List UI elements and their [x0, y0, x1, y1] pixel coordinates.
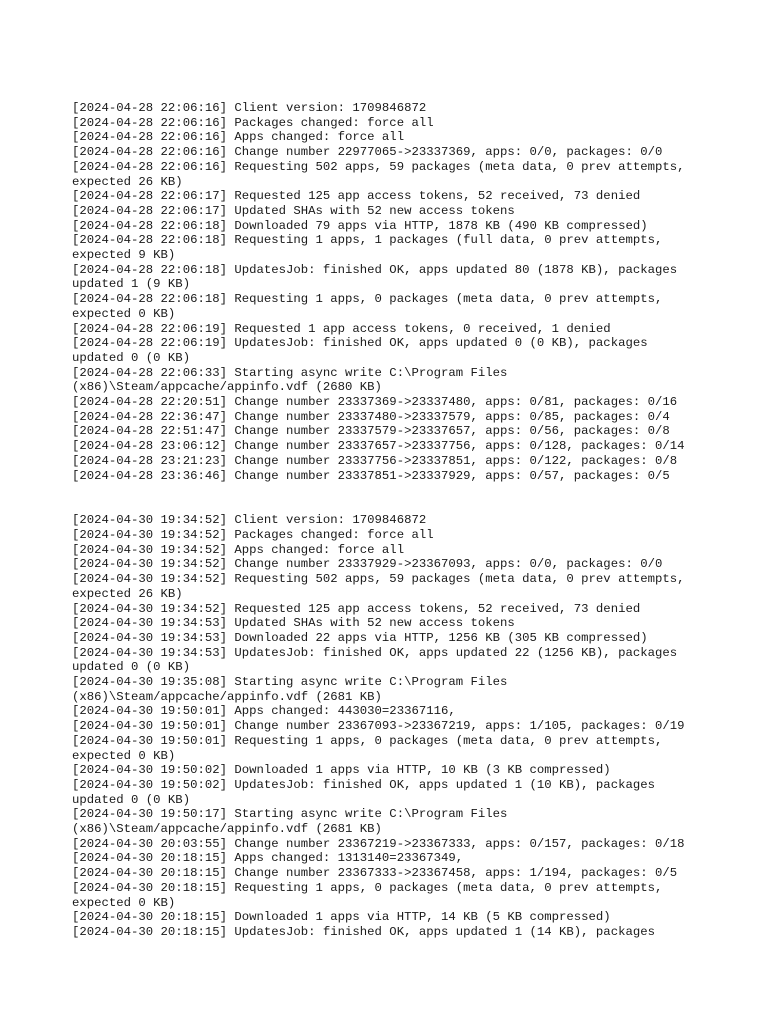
- log-line: [2024-04-30 19:34:53] Downloaded 22 apps via HTTP, 1256 KB (305 KB compressed): [72, 630, 648, 645]
- log-line: [2024-04-30 19:50:01] Change number 23367093->23367219, apps: 1/105, packages: 0/19: [72, 719, 685, 734]
- log-line: [2024-04-28 22:06:16] Change number 22977065->23337369, apps: 0/0, packages: 0/0: [72, 145, 663, 160]
- log-line: expected 26 KB): [72, 174, 183, 189]
- log-line: [2024-04-28 22:51:47] Change number 23337579->23337657, apps: 0/56, packages: 0/8: [72, 424, 670, 439]
- log-line: [2024-04-28 23:06:12] Change number 23337657->23337756, apps: 0/128, packages: 0/14: [72, 439, 685, 454]
- log-line: [2024-04-30 19:34:53] UpdatesJob: finished OK, apps updated 22 (1256 KB), packages: [72, 645, 678, 660]
- log-line: updated 0 (0 KB): [72, 660, 191, 675]
- log-block-2: [72, 513, 712, 939]
- log-line: [2024-04-30 19:34:53] Updated SHAs with 52 new access tokens: [72, 616, 515, 631]
- log-line: [2024-04-30 19:50:01] Requesting 1 apps, 0 packages (meta data, 0 prev attempts,: [72, 733, 663, 748]
- log-line: [2024-04-30 19:34:52] Apps changed: force all: [72, 542, 405, 557]
- log-line: expected 0 KB): [72, 748, 176, 763]
- log-line: [2024-04-30 19:50:17] Starting async write C:\Program Files: [72, 807, 508, 822]
- log-line: [2024-04-28 22:06:18] Requesting 1 apps, 0 packages (meta data, 0 prev attempts,: [72, 292, 663, 307]
- log-line: [2024-04-28 22:06:18] Requesting 1 apps, 1 packages (full data, 0 prev attempts,: [72, 233, 663, 248]
- log-line: [2024-04-30 20:18:15] Downloaded 1 apps via HTTP, 14 KB (5 KB compressed): [72, 910, 611, 925]
- log-line: (x86)\Steam/appcache/appinfo.vdf (2681 KB): [72, 689, 382, 704]
- log-line: [2024-04-30 19:50:02] Downloaded 1 apps via HTTP, 10 KB (3 KB compressed): [72, 763, 611, 778]
- log-document: [72, 101, 712, 940]
- log-line: [2024-04-30 20:18:15] UpdatesJob: finished OK, apps updated 1 (14 KB), packages: [72, 924, 655, 939]
- log-line: (x86)\Steam/appcache/appinfo.vdf (2681 KB): [72, 822, 382, 837]
- log-line: [2024-04-28 22:06:18] UpdatesJob: finished OK, apps updated 80 (1878 KB), packages: [72, 262, 678, 277]
- log-line: [2024-04-28 22:20:51] Change number 23337369->23337480, apps: 0/81, packages: 0/16: [72, 395, 678, 410]
- log-line: [2024-04-28 22:06:19] UpdatesJob: finished OK, apps updated 0 (0 KB), packages: [72, 336, 648, 351]
- log-line: [2024-04-30 19:34:52] Client version: 1709846872: [72, 513, 427, 528]
- log-line: [2024-04-28 23:36:46] Change number 23337851->23337929, apps: 0/57, packages: 0/5: [72, 468, 670, 483]
- log-line: [2024-04-30 19:34:52] Change number 23337929->23367093, apps: 0/0, packages: 0/0: [72, 557, 663, 572]
- log-line: updated 0 (0 KB): [72, 350, 191, 365]
- log-line: [2024-04-28 22:06:17] Requested 125 app access tokens, 52 received, 73 denied: [72, 189, 641, 204]
- log-line: [2024-04-28 22:06:16] Packages changed: force all: [72, 115, 434, 130]
- log-line: [2024-04-30 20:18:15] Change number 23367333->23367458, apps: 1/194, packages: 0/5: [72, 866, 678, 881]
- log-line: (x86)\Steam/appcache/appinfo.vdf (2680 KB): [72, 380, 382, 395]
- log-line: expected 0 KB): [72, 306, 176, 321]
- log-line: [2024-04-30 19:34:52] Requesting 502 apps, 59 packages (meta data, 0 prev attempts,: [72, 572, 685, 587]
- log-line: [2024-04-30 19:35:08] Starting async write C:\Program Files: [72, 675, 508, 690]
- log-line: [2024-04-30 19:50:01] Apps changed: 443030=23367116,: [72, 704, 456, 719]
- log-line: [2024-04-28 22:06:19] Requested 1 app access tokens, 0 received, 1 denied: [72, 321, 611, 336]
- log-line: [2024-04-30 19:34:52] Requested 125 app access tokens, 52 received, 73 denied: [72, 601, 641, 616]
- log-line: [2024-04-28 22:06:33] Starting async write C:\Program Files: [72, 365, 508, 380]
- log-line: [2024-04-30 20:03:55] Change number 23367219->23367333, apps: 0/157, packages: 0/18: [72, 836, 685, 851]
- log-line: [2024-04-28 22:36:47] Change number 23337480->23337579, apps: 0/85, packages: 0/4: [72, 409, 670, 424]
- log-line: [2024-04-30 20:18:15] Requesting 1 apps, 0 packages (meta data, 0 prev attempts,: [72, 880, 663, 895]
- log-line: updated 0 (0 KB): [72, 792, 191, 807]
- log-line: [2024-04-28 23:21:23] Change number 23337756->23337851, apps: 0/122, packages: 0/8: [72, 453, 678, 468]
- log-line: [2024-04-28 22:06:18] Downloaded 79 apps via HTTP, 1878 KB (490 KB compressed): [72, 218, 648, 233]
- log-line: expected 26 KB): [72, 586, 183, 601]
- log-line: [2024-04-28 22:06:16] Apps changed: force all: [72, 130, 405, 145]
- log-line: updated 1 (9 KB): [72, 277, 191, 292]
- log-line: [2024-04-28 22:06:16] Requesting 502 apps, 59 packages (meta data, 0 prev attempts,: [72, 159, 685, 174]
- log-line: [2024-04-30 19:50:02] UpdatesJob: finished OK, apps updated 1 (10 KB), packages: [72, 777, 655, 792]
- log-line: [2024-04-28 22:06:17] Updated SHAs with 52 new access tokens: [72, 203, 515, 218]
- log-block-1: [72, 101, 712, 483]
- log-line: [2024-04-28 22:06:16] Client version: 1709846872: [72, 101, 427, 115]
- log-line: expected 0 KB): [72, 895, 176, 910]
- log-line: [2024-04-30 20:18:15] Apps changed: 1313140=23367349,: [72, 851, 464, 866]
- log-line: expected 9 KB): [72, 248, 176, 263]
- log-line: [2024-04-30 19:34:52] Packages changed: force all: [72, 527, 434, 542]
